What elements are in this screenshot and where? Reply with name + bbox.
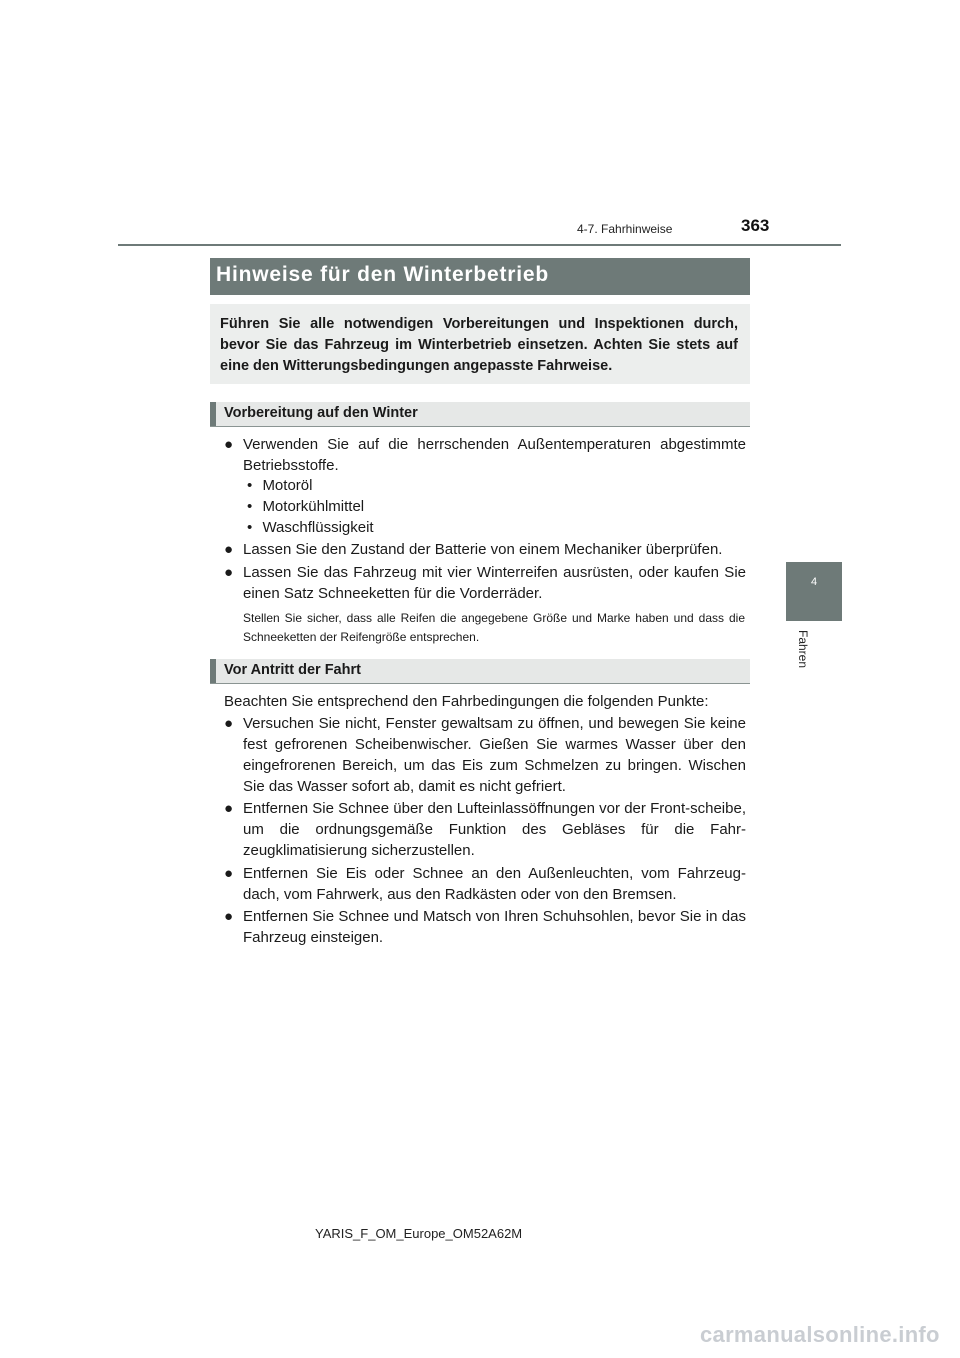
section-header-accent: [210, 659, 216, 683]
bullet-icon: ●: [224, 800, 234, 817]
bullet-icon: ●: [224, 436, 234, 453]
note-text: Stellen Sie sicher, dass alle Reifen die angegebene Größe und Marke haben und dass die Schneeketten der Reifengröße entsprechen.: [243, 611, 745, 644]
intro-box: [210, 304, 750, 384]
list-item-text: Entfernen Sie Schnee und Matsch von Ihren Schuhsohlen, bevor Sie in das Fahrzeug einsteigen.: [243, 908, 746, 946]
bullet-icon: ●: [224, 564, 234, 581]
sub-list-item-text: Motoröl: [262, 477, 313, 494]
chapter-tab: [786, 562, 842, 621]
sub-list-item-text: Waschflüssigkeit: [262, 519, 374, 536]
footer-document-code: YARIS_F_OM_Europe_OM52A62M: [315, 1226, 523, 1241]
page-number: 363: [741, 216, 770, 235]
section-lead-text: Beachten Sie entsprechend den Fahrbedingungen die folgenden Punkte:: [224, 693, 709, 710]
header-section-title: 4-7. Fahrhinweise: [577, 222, 673, 236]
bullet-icon: ●: [224, 715, 234, 732]
header-divider: [118, 244, 841, 246]
section-heading: Vorbereitung auf den Winter: [224, 405, 418, 421]
section-heading: Vor Antritt der Fahrt: [224, 662, 361, 678]
bullet-icon: ●: [224, 908, 234, 925]
list-item-text: Lassen Sie das Fahrzeug mit vier Winterreifen ausrüsten, oder kaufen Sie einen Satz Schneeketten für die Vorderräder.: [243, 564, 746, 602]
sub-bullet-icon: •: [247, 519, 253, 536]
list-item-text: Versuchen Sie nicht, Fenster gewaltsam zu öffnen, und bewegen Sie keine fest gefrorenen Scheibenwischer. Gießen Sie warmes Wasser über den eingefrorenen Bereich, um das Eis zum Schmelzen zu bringen. Wischen Sie das Wasser sofort ab, damit es nicht gefriert.: [243, 715, 746, 795]
watermark: carmanualsonline.info: [700, 1322, 940, 1347]
list-item-text: Entfernen Sie Eis oder Schnee an den Außenleuchten, vom Fahrzeug-dach, vom Fahrwerk, aus den Radkästen oder von den Bremsen.: [243, 865, 746, 903]
sub-bullet-icon: •: [247, 477, 253, 494]
title-bar: [210, 258, 750, 295]
chapter-label: Fahren: [796, 630, 810, 669]
section-header-before-driving: [210, 659, 750, 684]
list-item-text: Verwenden Sie auf die herrschenden Außentemperaturen abgestimmte Betriebsstoffe.: [243, 436, 746, 474]
chapter-tab-number: 4: [810, 576, 818, 588]
sub-list-item-text: Motorkühlmittel: [262, 498, 365, 515]
intro-text: Führen Sie alle notwendigen Vorbereitungen und Inspektionen durch, bevor Sie das Fahrzeug im Winterbetrieb einsetzen. Achten Sie stets auf eine den Witterungsbedingungen angepasste Fahrweise.: [220, 316, 738, 374]
list-item-text: Lassen Sie den Zustand der Batterie von einem Mechaniker überprüfen.: [243, 541, 723, 558]
sub-bullet-icon: •: [247, 498, 253, 515]
page-title: Hinweise für den Winterbetrieb: [216, 263, 550, 286]
sub-list-item: [247, 475, 312, 496]
section-header-winter-preparation: [210, 402, 750, 427]
section-header-accent: [210, 402, 216, 426]
bullet-icon: ●: [224, 865, 234, 882]
bullet-icon: ●: [224, 541, 234, 558]
list-item-text: Entfernen Sie Schnee über den Lufteinlassöffnungen vor der Front-scheibe, um die ordnungsgemäße Funktion des Gebläses für die Fahr-zeugklimatisierung sicherzustellen.: [243, 800, 746, 859]
sub-list-item: [247, 496, 364, 517]
sub-list-item: [247, 517, 374, 538]
